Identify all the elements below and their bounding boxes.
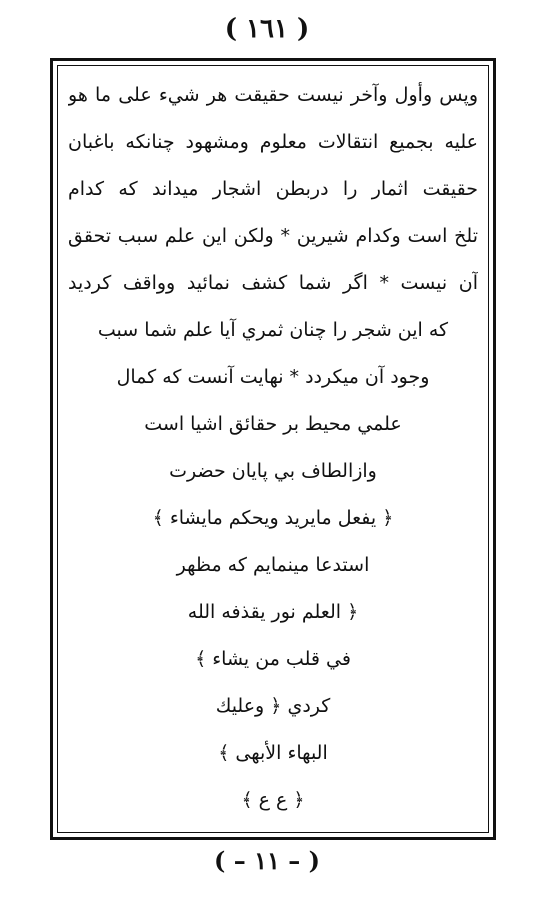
text-line-9: وازالطاف بي پایان حضرت (169, 460, 377, 482)
quote-line-3: في قلب من یشاء ﴾ (195, 648, 351, 670)
text-line-5: آن نیست * اگر شما کشف نمائید وواقف کردید (68, 272, 478, 294)
page-number: ( ١٦١ ) (224, 14, 310, 44)
text-line-3: حقیقت اثمار را دربطن اشجار میداند که کدام (68, 178, 478, 200)
text-line-14: کردي ﴿ وعلیك (215, 695, 331, 717)
text-body (68, 72, 478, 824)
quote-line-2: ﴿ العلم نور یقذفه الله (187, 601, 359, 623)
footer-number: ( – ١١ – ) (214, 846, 320, 875)
text-line-7: وجود آن میکردد * نهایت آنست که کمال (116, 366, 430, 388)
text-line-4: تلخ است وکدام شیرین * ولکن این علم سبب تحقق (68, 225, 478, 247)
text-line-15: البهاء الأبهى ﴾ (218, 742, 328, 764)
signature: ﴿ ع ع ﴾ (241, 789, 305, 811)
text-line-1: وپس وأول وآخر نیست حقیقت هر شيء على ما هو (68, 84, 478, 106)
text-line-8: علمي محیط بر حقائق اشیا است (144, 413, 402, 435)
text-line-6: که این شجر را چنان ثمري آیا علم شما سبب (97, 319, 449, 341)
quote-line-1: ﴿ یفعل مایرید ویحکم مایشاء ﴾ (152, 507, 394, 529)
text-line-2: علیه بجمیع انتقالات معلوم ومشهود چنانکه باغبان (68, 131, 478, 153)
text-line-11: استدعا مینمایم که مظهر (176, 554, 370, 576)
